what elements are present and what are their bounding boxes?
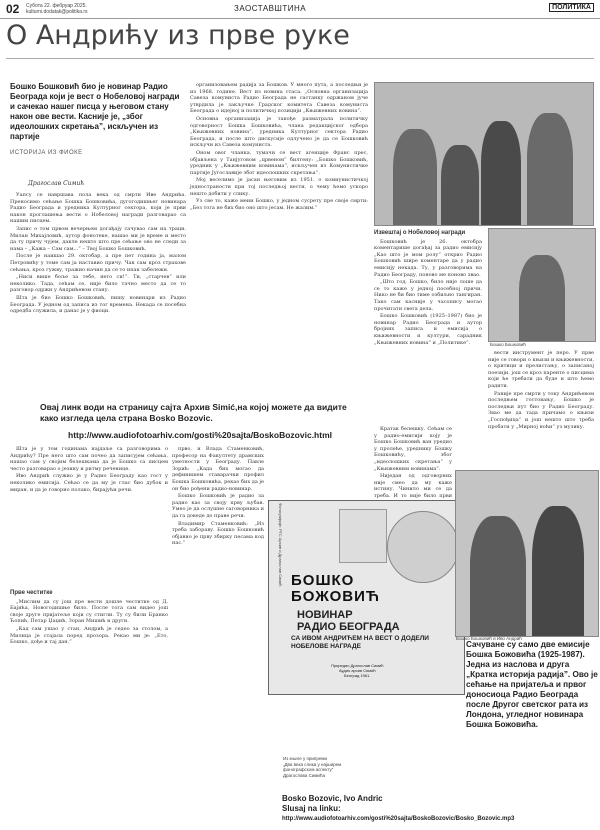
person-figure [470, 516, 526, 636]
paragraph: После је наишао 29. октобар, а пре пет година ја, малом Петровићу у томе сам ја наставио причу. Чак сам кроз страхове сећања, кроз гужву, тражио начин да се то ипак забележи. [10, 253, 186, 273]
header-date [26, 3, 88, 15]
andric-photo [455, 470, 599, 637]
paragraph: прво, и Влада Стаменковић, професор на Факултету драмских уметности у Београду. Павле Зорић: „Када бих могао да дефинишем ставарачки профил Бошка Бошковића, рекао бих да је он био рођени радио-новинар. [172, 446, 264, 492]
article-title: О Андрићу из прве руке [6, 20, 350, 51]
article-lead: Бошко Бошковић био је новинар Радио Београда који је вест о Нобеловој награди и сачекао нашег писца у његовом стану након ове вести. Касније је, „због идеолошких скретања”, искључен из партије [10, 82, 180, 141]
note-line: Из књиге у припреми [283, 756, 327, 761]
note-line: фонографском аспекту” [283, 767, 334, 772]
cd-photo-box [339, 509, 387, 563]
cd-tagline: СА ИВОМ АНДРИЋЕМ НА ВЕСТ О ДОДЕЛИ НОБЕЛОВЕ НАГРАДЕ [291, 635, 429, 650]
paragraph: Уз све то, каже мени Бошко, у једном сусрету пре своје смрти: „Без тога не бих био оно што јесам. Не жалим.” [190, 198, 368, 211]
paragraph: Кратак белешку. Сећам се у радио-емисији коју је Бошко Бошковић ван уредио у пролеће, уреднику Бошку Бошковићу, због „идеолошких скретања” у „Књижевним новинама”. [374, 426, 452, 472]
paragraph: Шта је био Бошко Бошковић, пишу новинари из Радио Београда. У једном од записа из тог времена. Некада се посебна одредба служила, и данас је у фиоци. [10, 294, 186, 315]
subheading: Извештај о Нобеловој награди [374, 230, 466, 236]
person-figure [527, 113, 573, 225]
lower-column-1 [10, 446, 168, 586]
audio-listen-label: Slusaj na linku: [282, 804, 341, 813]
audio-link[interactable]: http://www.audiofotoarhiv.com/gosti%20sajta/BoskoBozovic/Bosko_Bozovic.mp3 [282, 816, 515, 822]
title-divider [6, 58, 594, 59]
paragraph: Мој веселимо је јасан његовим из 1951. о комиунистичкој једностраности при тој последњој вести, о чему ћемо ускоро нешто добити у слику. [190, 177, 368, 197]
book-note [283, 756, 341, 778]
paragraph: Владимир Стаменковић: „Из треба забораву. Бошко Бошковић објавио је прву збирку песама код нас.” [172, 520, 264, 547]
section-label: ЗАОСТАВШТИНА [234, 4, 307, 13]
page-number: 02 [6, 2, 20, 16]
archive-banner-text: Овај линк води на страницу сајта Архив Simić,на којој можете да видите како изгледа цела страна Bosko Bozovic. [40, 402, 347, 423]
person-figure [519, 255, 565, 341]
archive-link[interactable]: http://www.audiofotoarhiv.com/gosti%20sajta/BoskoBozovic.html [68, 430, 332, 440]
paragraph: „Кад сам ушао у стан, Андрић је седео за столом, а Милица је стајала поред прозора. Рекао ми је: „Ето, Бошко, дође и тај дан.” [10, 625, 168, 646]
lower-column-1b [10, 588, 168, 820]
subheading: Прве честитке [10, 590, 53, 596]
person-figure [532, 506, 584, 636]
author-byline: Драгослав Симић [28, 180, 85, 187]
cd-title-line: БОШКО [291, 572, 355, 589]
photo-group [374, 82, 594, 226]
audio-caption: Bosko Bozovic, Ivo Andric [282, 794, 383, 803]
paragraph: „Што год, Бошко, било није лоше да се то каже у једној посебној причи. Нико не би био тиме озбиљно тангиран. Тако сам касније у часопису могао прочитати свега дела. [374, 279, 482, 312]
paragraph: Раније пре смрти у току Андрићевом последњем гостовању, Бошко је последњи пут био у Радио Београду. Звао ме да тада причамо о књизи „Госпођица” и још нешто што треба пробати у „Мирној ноћи” уз музику. [488, 390, 594, 430]
note-line: „Два века слика у најширем [283, 761, 342, 767]
paragraph: Основна организација је такође разматрала политичку одговорност Бошка Бошковића, члана редакцијског одбора „Књижевних новина”, уредника Културног сектора Радио Београда, и после што дискусије одлучено је да се Бошковић искључи из Савеза комуниста. [190, 115, 368, 149]
paragraph: Бошковић је 26. октобра коментарише догађај за радио емисију „Као што је мом ролу” открио Радио Бошковић шире коментаре да у радио емисију некада. Ту, у разговорима на Радио Београду, поново ме поново звао. [374, 238, 482, 278]
column-4 [374, 426, 452, 499]
person-figure [481, 121, 521, 225]
cd-title-line: БОЖОВИЋ [291, 588, 381, 605]
portrait-photo [488, 228, 596, 342]
page-header [0, 0, 600, 19]
lower-column-2 [172, 446, 264, 820]
column-1 [10, 192, 186, 400]
photo2-caption: Бошко Бошковић и Иво Андрић [456, 636, 522, 641]
paragraph: Оном овог чланка, тумачи се вест агенције Франс прес, објављена у Танјуговом „црвеном” билтену: „Бошко Бошковић, уредник у „Књижевним новинама”, искључен из Комунистичке партије Југославије због идеолошких скретања”. [190, 149, 368, 176]
paragraph: организовањем радија за Бошков. У много пута, а последњи је из 1968. године. Вест из новина стаса. „Основна организација Савеза комуниста Радио Београда не састанку одржаном јуче утврдила је закључке Градског комитета Савеза комуниста Београда о идејној и политичкој позицији „Књижевних новина”. [190, 82, 368, 115]
promo-text: Сачуване су само две емисије Бошка Божовића (1925-1987). Једна из наслова и друга „Кратка историја радија”. Ово је сећање на пријатеља и првог доносиоца Радио Београда после Другог светског рата из Лондона, угледног новинара Бошка Божовића. [466, 640, 598, 729]
photo-caption: Бошко Бошковић [490, 342, 526, 347]
cd-info-line: Приредио Драгослав Симић [331, 663, 384, 668]
paragraph: Ниједан од одговорних није смео да му каже истину. Чинило ми се да треба. И то није било први [374, 473, 452, 499]
cd-subtitle [297, 609, 400, 633]
column-2 [190, 82, 368, 400]
person-figure [393, 129, 437, 225]
paragraph: Шта је у том годинама најдаље са разговорима о Андрићу? Пре него што сам почео да записујем сећања, нашао сам у својим белешкама да је Бошко са писцем често разговарао о језику и ритму реченице. [10, 446, 168, 472]
newspaper-logo: ПОЛИТИКА [549, 3, 594, 12]
cd-subtitle-line: РАДИО БЕОГРАДА [297, 621, 400, 633]
person-figure [441, 145, 479, 225]
cd-disc [387, 511, 459, 583]
paragraph: „Ниси више боље за тебе, него си!”. Ти, „старчев” или неколико. Тада, сећам се, није било тачно место да се то разговор одржи у Андрићевом стану. [10, 274, 186, 294]
cd-cover [268, 500, 465, 695]
paragraph: вести инструмент је перо. У прве није се говори о књизи и књижевности, о критици и прелистању, о записаној поезији, још се кроз паренте о писцима који ће требати да буде и што ћемо радити. [488, 350, 594, 389]
cd-spine-text: Фотографије: РТС Архив и Драгослав Симић [278, 503, 283, 587]
note-line: Драгослава Симића [283, 772, 325, 778]
cd-subtitle-line: НОВИНАР [297, 609, 353, 621]
column-5 [488, 350, 594, 466]
email-line: kulturni.dodatak@politika.rs [26, 9, 88, 15]
paragraph: Запис о том првом вечерњем догађају сачувао сам на траци. Милан Михајловић, аутор фонотеке, нашао ми је време и место да ту причу чујем, дакле нешто што пре сећање ово не следи за нама – „Кажа – Сам сам...” – Твој Бошко Бошковић. [10, 225, 186, 252]
column-3 [374, 228, 482, 424]
paragraph: Бошко Бошковић (1925–1987) био је новинар Радио Београда и аутор бројних записа и емисија о књижевности и култури, сарадник „Књижевних новина” и „Политике”. [374, 313, 482, 346]
cd-info [331, 663, 383, 678]
date-line: Субота 22. фебруар 2025. [26, 3, 87, 9]
paragraph: „Мислим да су још пре вести дошле честитке од Д. Бајића, Новогодишње било. После тога сам видео још своје друге пријатеље који су стигли. Ту су били Бранко Ћопић, Петар Џаџић, Зоран Мишић и други. [10, 598, 168, 625]
cd-info-line: Београд 1961. [344, 673, 371, 678]
cd-info-line: Аудио архив Симић [338, 668, 376, 673]
cd-title [291, 573, 380, 605]
section-kicker: ИСТОРИЈА ИЗ ФИОКЕ [10, 150, 83, 156]
paragraph: Уапсу се навршава пола века од смрти Иве Андрића. Преносимо сећање Бошка Бошковића, дугогодишњег новинара Радио Београда и уредника Културног сектора, који је први након проглашења вести о Нобеловој награди разговарао са нашим писцем. [10, 192, 186, 225]
paragraph: Бошко Бошковић је радио за радио као за своју прву љубав. Умео је да ослушне саговорника и да га доведе до праве речи. [172, 493, 264, 519]
paragraph: Иво Андрић служио је у Радио Београду као гост у неколико емисија. Сећао се да му је глас био дубок и миран, и да је говорио полако, бирајући речи. [10, 473, 168, 493]
audio-block [282, 794, 514, 824]
